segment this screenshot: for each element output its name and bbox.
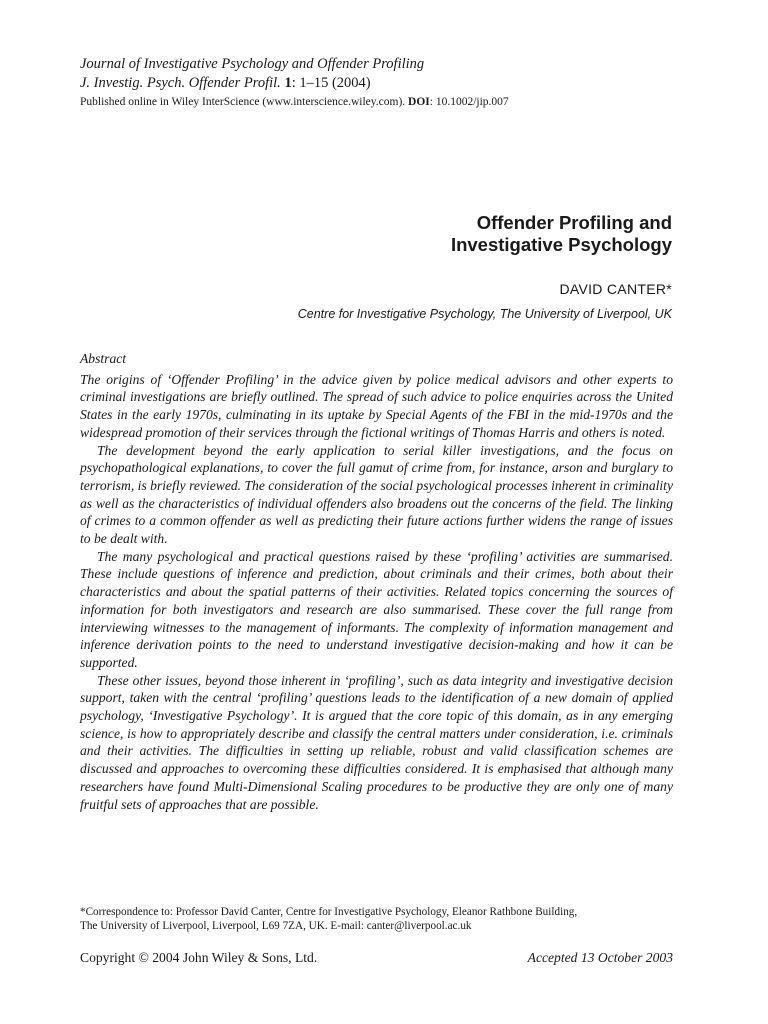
- article-title-line-2: Investigative Psychology: [450, 234, 672, 255]
- journal-citation: [80, 74, 680, 93]
- volume-number: 1: [284, 75, 292, 91]
- copyright-notice: Copyright © 2004 John Wiley & Sons, Ltd.: [80, 950, 318, 965]
- abstract-paragraph: The origins of ‘Offender Profiling’ in the advice given by police medical advisors and other experts to criminal investigations are briefly outlined. The spread of such advice to police enquiries across the United States in the early 1970s, culminating in its uptake by Special Agents of the FBI in the mid-1970s and the widespread promotion of their services through the fictional writings of Thomas Harris and others is noted.: [80, 371, 673, 440]
- article-title-line-1: Offender Profiling and: [476, 212, 672, 233]
- footnote-line-1: *Correspondence to: Professor David Canter, Centre for Investigative Psychology, Eleanor Rathbone Building,: [80, 906, 578, 918]
- abstract-heading: Abstract: [80, 351, 127, 366]
- abstract-paragraph: The many psychological and practical questions raised by these ‘profiling’ activities are summarised. These include questions of inference and prediction, about criminals and their crimes, both about their characteristics and about the spatial patterns of their activities. Related topics concerning the sources of information for both investigators and research are also summarised. These cover the full range from interviewing witnesses to the management of informants. The complexity of information management and inference derivation points to the need to understand investigative decision-making and how it can be supported.: [80, 548, 673, 670]
- correspondence-footnote: [80, 905, 680, 933]
- published-online-text: Published online in Wiley InterScience (www.interscience.wiley.com).: [80, 96, 406, 108]
- author-affiliation: Centre for Investigative Psychology, The University of Liverpool, UK: [297, 307, 672, 321]
- abstract-paragraph: These other issues, beyond those inherent in ‘profiling’, such as data integrity and investigative decision support, taken with the central ‘profiling’ questions leads to the identification of a new domain of applied psychology, ‘Investigative Psychology’. It is argued that the core topic of this domain, as in any emerging science, is how to appropriately describe and classify the central matters under consideration, i.e. criminals and their activities. The difficulties in setting up reliable, robust and valid classification schemes are discussed and approaches to overcoming these difficulties considered. It is emphasised that although many researchers have found Multi-Dimensional Scaling procedures to be productive they are only one of many fruitful sets of approaches that are possible.: [80, 672, 673, 812]
- journal-abbrev: J. Investig. Psych. Offender Profil.: [80, 75, 281, 91]
- author-name: DAVID CANTER*: [559, 281, 672, 297]
- abstract-paragraph: The development beyond the early application to serial killer investigations, and the focus on psychopathological explanations, to cover the full gamut of crime from, for instance, arson and burglary to terrorism, is briefly reviewed. The consideration of the social psychological processes inherent in criminality as well as the characteristics of individual offenders also broadens out the concerns of the field. The linking of crimes to a common offender as well as predicting their future actions further widens the range of issues to be dealt with.: [80, 442, 673, 547]
- article-header: [298, 212, 672, 322]
- abstract-section: [80, 350, 673, 813]
- doi-value: : 10.1002/jip.007: [429, 96, 509, 108]
- article-title: [298, 212, 672, 256]
- publication-info: [80, 93, 680, 111]
- doi-label: DOI: [408, 96, 430, 108]
- footnote-line-2: The University of Liverpool, Liverpool, L69 7ZA, UK. E-mail: canter@liverpool.ac.uk: [80, 920, 472, 932]
- pages-year: : 1–15 (2004): [291, 75, 371, 91]
- journal-masthead: [80, 55, 680, 111]
- journal-name: Journal of Investigative Psychology and Offender Profiling: [80, 56, 425, 72]
- accepted-date: Accepted 13 October 2003: [527, 950, 673, 965]
